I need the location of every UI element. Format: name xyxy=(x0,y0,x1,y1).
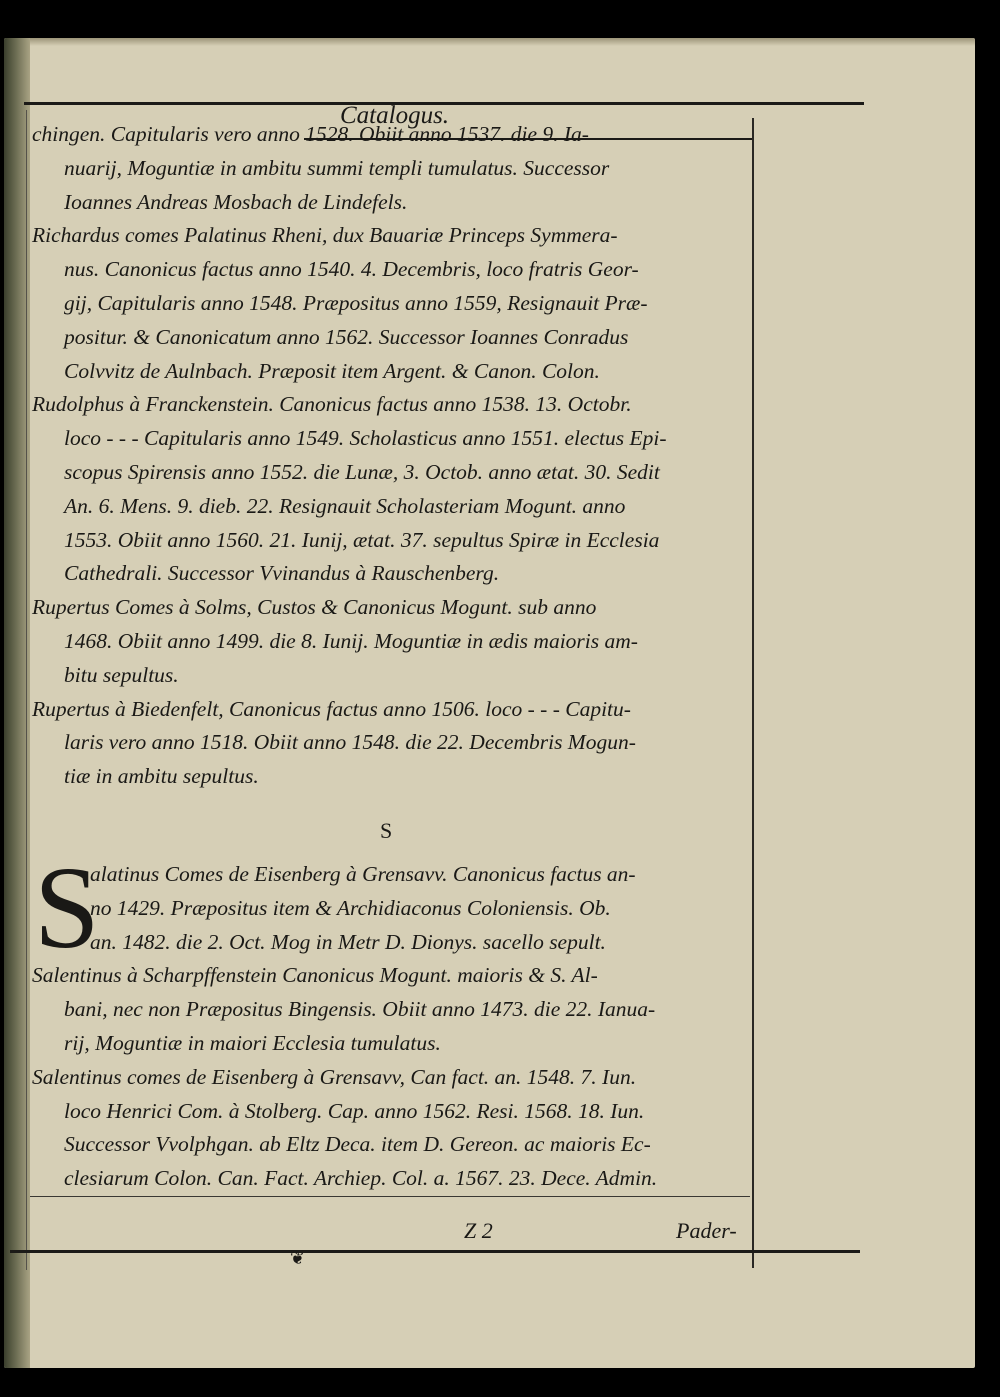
running-head: Catalogus. xyxy=(340,102,450,129)
drop-capital: S xyxy=(34,842,100,973)
text-line: Rupertus à Biedenfelt, Canonicus factus anno 1506. loco - - - Capitu- xyxy=(32,696,631,721)
text-line: Colvvitz de Aulnbach. Præposit item Argent. & Canon. Colon. xyxy=(64,358,600,383)
bottom-rule xyxy=(10,1250,860,1253)
text-line: 1553. Obiit anno 1560. 21. Iunij, ætat. 37. sepultus Spiræ in Ecclesia xyxy=(64,527,660,552)
text-line: laris vero anno 1518. Obiit anno 1548. die 22. Decembris Mogun- xyxy=(64,730,636,755)
right-margin-rule xyxy=(752,118,754,1268)
text-line: alatinus Comes de Eisenberg à Grensavv. Canonicus factus an- xyxy=(90,862,636,886)
text-line: chingen. Capitularis vero anno 1528. Obiit anno 1537. die 9. Ia- xyxy=(32,122,589,146)
text-line: Salentinus comes de Eisenberg à Grensavv, Can fact. an. 1548. 7. Iun. xyxy=(32,1064,637,1089)
left-margin-rule xyxy=(26,110,27,1270)
entry-continuation xyxy=(32,118,748,219)
entry-rupertus-solms xyxy=(32,591,748,692)
footer-rule xyxy=(30,1196,750,1197)
s-entries xyxy=(32,842,748,1196)
text-line: positur. & Canonicatum anno 1562. Successor Ioannes Conradus xyxy=(64,324,629,349)
section-heading: S xyxy=(380,818,393,843)
text-line: Successor Vvolphgan. ab Eltz Deca. item D. Gereon. ac maioris Ec- xyxy=(64,1132,651,1157)
text-line: Rudolphus à Franckenstein. Canonicus factus anno 1538. 13. Octobr. xyxy=(32,392,632,417)
text-line: nuarij, Moguntiæ in ambitu summi templi tumulatus. Successor xyxy=(64,155,610,180)
text-line: loco - - - Capitularis anno 1549. Scholasticus anno 1551. electus Epi- xyxy=(64,426,667,451)
text-line: 1468. Obiit anno 1499. die 8. Iunij. Moguntiæ in ædis maioris am- xyxy=(64,628,638,653)
text-line: An. 6. Mens. 9. dieb. 22. Resignauit Scholasteriam Mogunt. anno xyxy=(64,493,626,518)
text-line: nus. Canonicus factus anno 1540. 4. Decembris, loco fratris Geor- xyxy=(64,257,639,282)
text-line: tiæ in ambitu sepultus. xyxy=(64,764,259,789)
page-edge xyxy=(30,38,975,46)
text-line: Richardus comes Palatinus Rheni, dux Bauariæ Princeps Symmera- xyxy=(32,223,618,248)
text-line: an. 1482. die 2. Oct. Mog in Metr D. Dionys. sacello sepult. xyxy=(90,929,606,954)
text-line: Ioannes Andreas Mosbach de Lindefels. xyxy=(64,189,408,214)
text-line: scopus Spirensis anno 1552. die Lunæ, 3. Octob. anno ætat. 30. Sedit xyxy=(64,459,660,484)
entry-salentinus-scharpffenstein xyxy=(32,959,748,1060)
text-line: rij, Moguntiæ in maiori Ecclesia tumulatus. xyxy=(64,1030,441,1055)
ornament-icon: ❦ xyxy=(290,1248,306,1268)
text-line: Rupertus Comes à Solms, Custos & Canonicus Mogunt. sub anno xyxy=(32,595,597,620)
catalog-entries xyxy=(32,118,748,794)
text-line: loco Henrici Com. à Stolberg. Cap. anno 1562. Resi. 1568. 18. Iun. xyxy=(64,1098,645,1123)
entry-richardus xyxy=(32,219,748,388)
signature-mark: Z 2 xyxy=(464,1218,493,1243)
entry-salentinus-eisenberg xyxy=(32,1061,748,1196)
catchword: Pader- xyxy=(676,1218,737,1243)
text-line: gij, Capitularis anno 1548. Præpositus anno 1559, Resignauit Præ- xyxy=(64,290,648,315)
text-line: clesiarum Colon. Can. Fact. Archiep. Col. a. 1567. 23. Dece. Admin. xyxy=(64,1166,658,1191)
entry-rupertus-biedenfelt xyxy=(32,693,748,794)
text-line: Salentinus à Scharpffenstein Canonicus Mogunt. maioris & S. Al- xyxy=(32,963,598,988)
text-line: bani, nec non Præpositus Bingensis. Obiit anno 1473. die 22. Ianua- xyxy=(64,997,656,1022)
text-line: bitu sepultus. xyxy=(64,662,179,687)
entry-salatinus xyxy=(32,842,748,973)
entry-rudolphus xyxy=(32,388,748,591)
text-line: Cathedrali. Successor Vvinandus à Rauschenberg. xyxy=(64,561,500,586)
text-line: no 1429. Præpositus item & Archidiaconus Coloniensis. Ob. xyxy=(90,895,611,920)
